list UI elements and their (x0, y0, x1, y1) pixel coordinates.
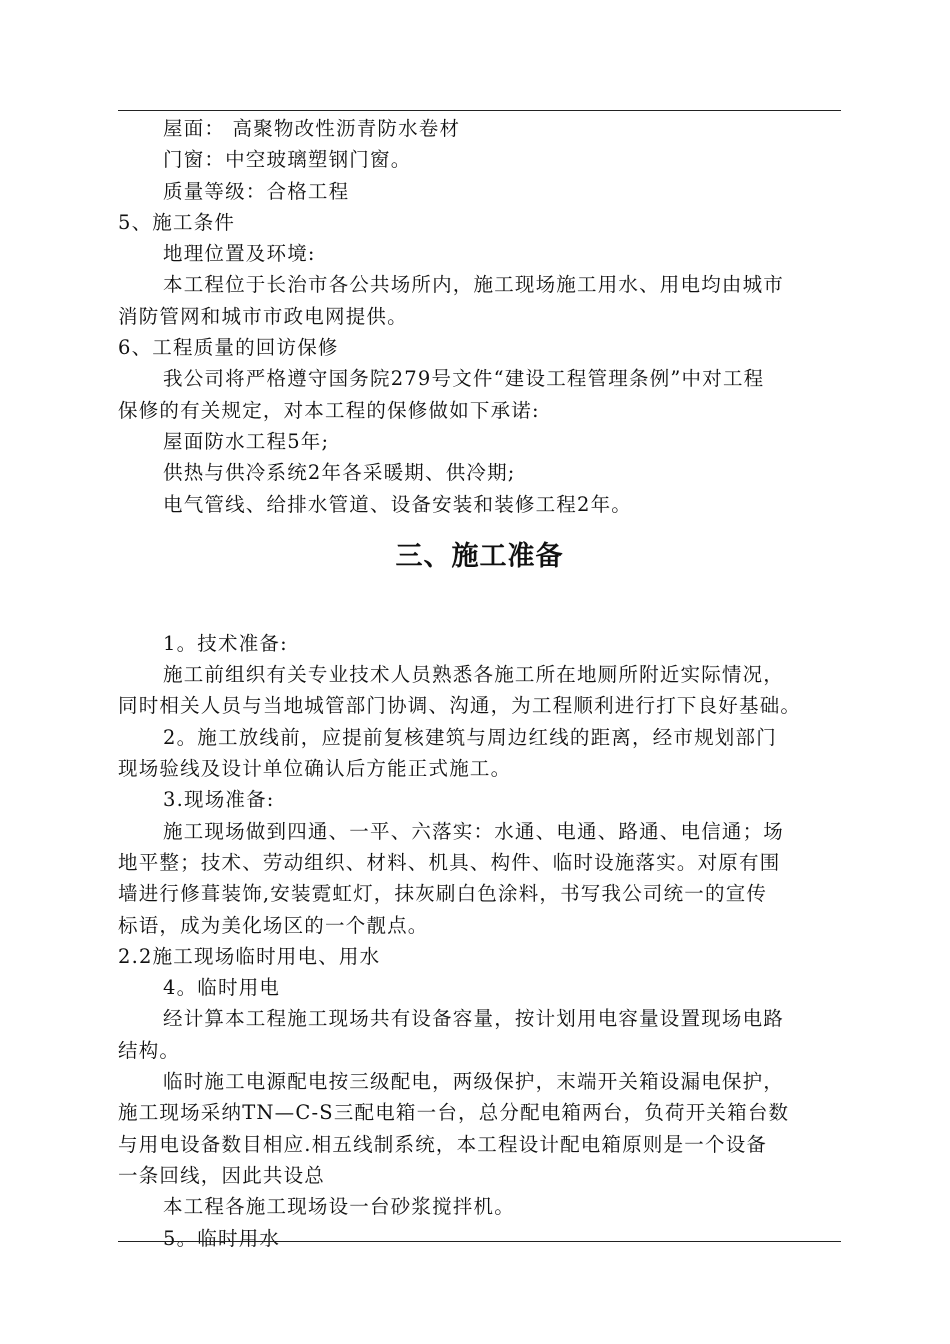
text-line: 5。临时用水 (163, 1226, 281, 1250)
text-line: 2.2施工现场临时用电、用水 (118, 944, 381, 968)
text-line: 5、施工条件 (118, 210, 236, 234)
text-line: 我公司将严格遵守国务院279号文件“建设工程管理条例”中对工程 (163, 367, 765, 391)
text-line: 本工程各施工现场设一台砂浆搅拌机。 (163, 1195, 515, 1219)
text-line: 经计算本工程施工现场共有设备容量，按计划用电容量设置现场电路 (163, 1007, 785, 1031)
text-line: 现场验线及设计单位确认后方能正式施工。 (118, 757, 512, 781)
text-line: 1。技术准备: (163, 631, 288, 655)
text-line: 一条回线，因此共设总 (118, 1163, 326, 1187)
text-line: 3.现场准备: (163, 788, 275, 812)
text-line: 保修的有关规定，对本工程的保修做如下承诺: (118, 398, 540, 422)
text-line: 4。临时用电 (163, 976, 281, 1000)
text-line: 消防管网和城市市政电网提供。 (118, 304, 408, 328)
text-line: 屋面防水工程5年; (163, 429, 330, 453)
text-line: 结构。 (118, 1038, 181, 1062)
text-line: 6、工程质量的回访保修 (118, 336, 339, 360)
text-line: 临时施工电源配电按三级配电，两级保护，末端开关箱设漏电保护， (163, 1070, 785, 1094)
text-block-top (118, 113, 841, 520)
header-rule (118, 110, 841, 111)
text-line: 墙进行修葺装饰,安装霓虹灯，抹灰刷白色涂料，书写我公司统一的宣传 (118, 882, 768, 906)
text-line: 施工前组织有关专业技术人员熟悉各施工所在地厕所附近实际情况， (163, 663, 785, 687)
page-content (118, 113, 841, 1254)
text-block-bottom (118, 628, 841, 1254)
section-heading: 三、施工准备 (395, 540, 564, 572)
text-line: 门窗：中空玻璃塑钢门窗。 (163, 148, 412, 172)
text-line: 地理位置及环境: (163, 242, 316, 266)
text-line: 电气管线、给排水管道、设备安装和装修工程2年。 (163, 492, 633, 516)
text-line: 屋面： 高聚物改性沥青防水卷材 (163, 117, 461, 140)
text-line: 与用电设备数目相应.相五线制系统，本工程设计配电箱原则是一个设备 (118, 1132, 768, 1156)
text-line: 标语，成为美化场区的一个靓点。 (118, 913, 429, 937)
text-line: 同时相关人员与当地城管部门协调、沟通，为工程顺利进行打下良好基础。 (118, 694, 802, 718)
footer-rule (118, 1241, 841, 1242)
text-line: 施工现场采纳TN—C-S三配电箱一台，总分配电箱两台，负荷开关箱台数 (118, 1101, 790, 1125)
text-line: 质量等级：合格工程 (163, 179, 350, 203)
text-line: 2。施工放线前，应提前复核建筑与周边红线的距离，经市规划部门 (163, 725, 777, 749)
text-line: 施工现场做到四通、一平、六落实：水通、电通、路通、电信通；场 (163, 819, 785, 843)
text-line: 本工程位于长治市各公共场所内，施工现场施工用水、用电均由城市 (163, 273, 785, 297)
text-line: 供热与供冷系统2年各采暖期、供冷期; (163, 461, 516, 485)
text-line: 地平整；技术、劳动组织、材料、机具、构件、临时设施落实。对原有围 (118, 850, 781, 874)
